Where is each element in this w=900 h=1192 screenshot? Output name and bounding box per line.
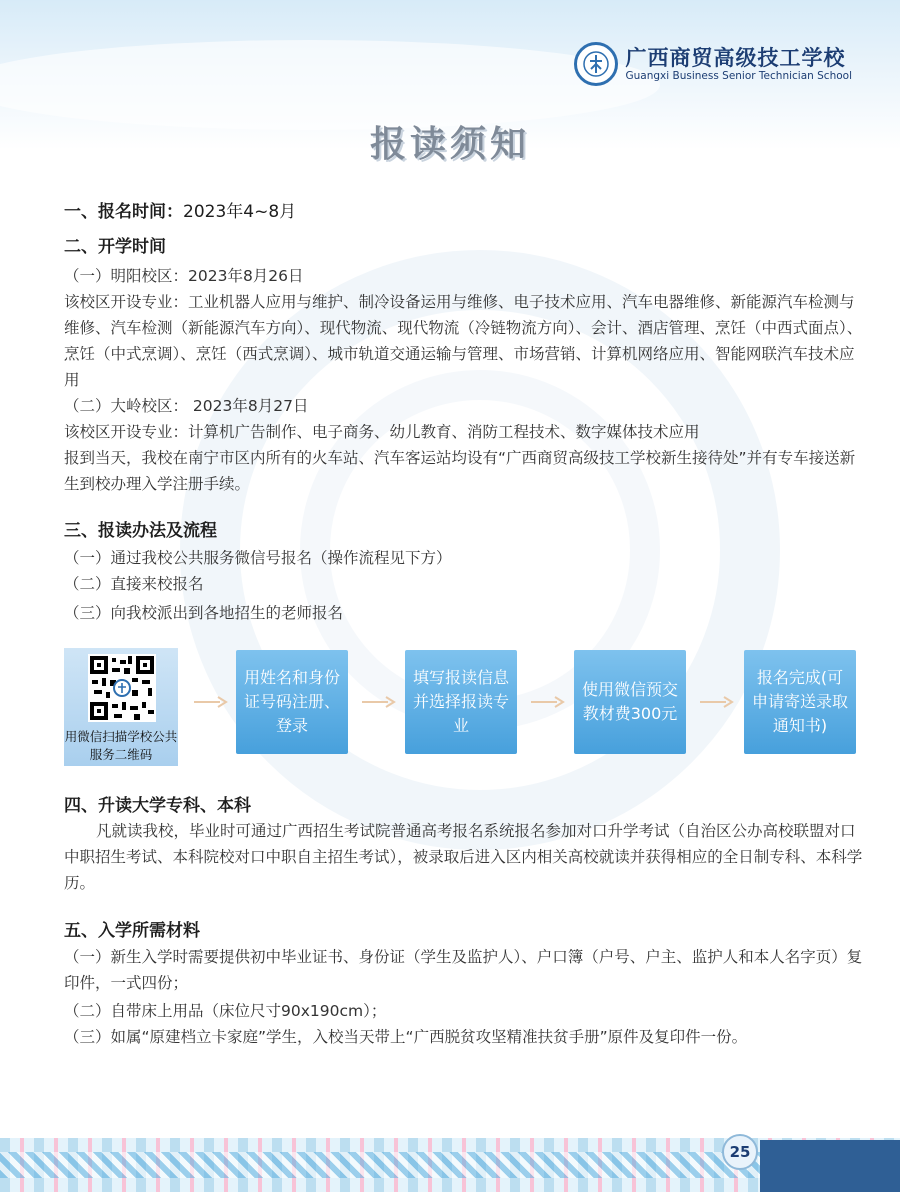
signup-method-3: （三）向我校派出到各地招生的老师报名 [64,604,344,622]
school-logo [574,42,853,86]
signup-method-1: （一）通过我校公共服务微信号报名（操作流程见下方） [64,549,452,567]
campus2-date: （二）大岭校区： 2023年8月27日 [64,397,309,415]
section4-heading: 四、升读大学专科、本科 [64,796,251,816]
qr-code-label: 用微信扫描学校公共服务二维码 [64,729,178,762]
section1-label: 一、报名时间： [64,202,183,222]
school-name-cn: 广西商贸高级技工学校 [625,45,846,70]
qr-code-panel [64,648,178,766]
page-number: 25 [722,1134,758,1170]
arrow-right-icon [360,694,396,710]
material-item-3: （三）如属“原建档立卡家庭”学生，入校当天带上“广西脱贫攻坚精准扶贫手册”原件及复印件一份。 [64,1028,748,1046]
reception-note: 报到当天，我校在南宁市区内所有的火车站、汽车客运站均设有“广西商贸高级技工学校新生接待处”并有专车接送新生到校办理入学注册手续。 [64,449,856,493]
arrow-right-icon [698,694,734,710]
qr-code-icon[interactable] [88,654,156,722]
campus2-majors: 该校区开设专业：计算机广告制作、电子商务、幼儿教育、消防工程技术、数字媒体技术应用 [64,423,700,441]
school-name-en: Guangxi Business Senior Technician School [625,69,852,82]
material-item-2: （二）自带床上用品（床位尺寸90x190cm）； [64,1002,387,1020]
flow-step-payment [574,650,686,754]
campus1-majors: 该校区开设专业：工业机器人应用与维护、制冷设备运用与维修、电子技术应用、汽车电器维修、新能源汽车检测与维修、汽车检测（新能源汽车方向）、现代物流、现代物流（冷链物流方向）、会计、酒店管理、烹饪（中西式面点）、烹饪（中式烹调）、烹饪（西式烹调）、城市轨道交通运输与管理、市场营销、计算机网络应用、智能网联汽车技术应用 [64,293,863,389]
footer-corner-tab [760,1140,900,1192]
flow-step-complete-label: 报名完成(可申请寄送录取通知书) [751,668,848,735]
signup-flowchart [64,642,864,772]
flow-step-register-label: 用姓名和身份证号码注册、登录 [243,668,340,735]
flow-step-fill-info-label: 填写报读信息并选择报读专业 [412,668,509,735]
material-item-1: （一）新生入学时需要提供初中毕业证书、身份证（学生及监护人）、户口簿（户号、户主、监护人和本人名字页）复印件，一式四份； [64,948,863,992]
flow-step-fill-info [405,650,517,754]
section1-value: 2023年4~8月 [183,202,297,222]
school-seal-icon [574,42,618,86]
section1-heading [64,197,296,222]
section3-heading: 三、报读办法及流程 [64,521,217,541]
section5-heading: 五、入学所需材料 [64,921,200,941]
flow-step-register [236,650,348,754]
signup-method-2: （二）直接来校报名 [64,575,204,593]
flow-step-complete [744,650,856,754]
arrow-right-icon [529,694,565,710]
section2-heading: 二、开学时间 [64,237,166,257]
page-title: 报读须知 [369,124,530,165]
flow-step-payment-label: 使用微信预交教材费300元 [581,680,678,723]
campus1-date: （一）明阳校区：2023年8月26日 [64,267,304,285]
arrow-right-icon [192,694,228,710]
section4-body: 凡就读我校，毕业时可通过广西招生考试院普通高考报名系统报名参加对口升学考试（自治区公办高校联盟对口中职招生考试、本科院校对口中职自主招生考试），被录取后进入区内相关高校就读并获得相应的全日制专科、本科学历。 [64,822,863,892]
